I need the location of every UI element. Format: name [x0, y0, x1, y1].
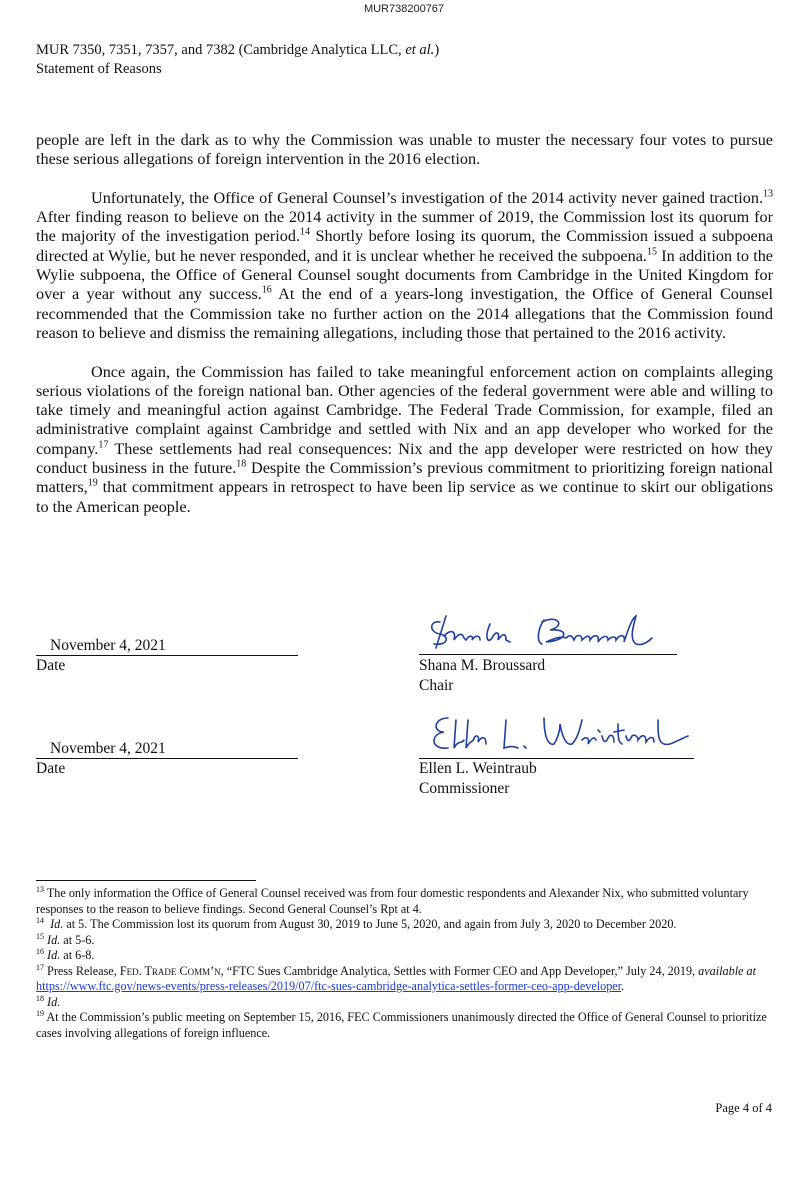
- header-case-text: MUR 7350, 7351, 7357, and 7382 (Cambridge Analytica LLC,: [36, 42, 406, 58]
- footnote-available-at: available at: [698, 963, 757, 978]
- footnote-17: [36, 964, 776, 995]
- footnote-number: 17: [36, 962, 44, 972]
- footnote-16: [36, 948, 776, 964]
- footnote-ref-15[interactable]: 15: [646, 246, 657, 258]
- header-case-suffix: ): [434, 42, 440, 58]
- footnote-text: At the Commission’s public meeting on September 15, 2016, FEC Commissioners unanimously directed the Office of General Counsel to prioritize cases involving allegations of foreign influence.: [36, 1010, 767, 1040]
- document-id: MUR738200767: [363, 3, 445, 15]
- footnote-number: 13: [36, 884, 44, 894]
- footnote-id: Id.: [47, 932, 61, 947]
- footnote-ref-17[interactable]: 17: [98, 439, 109, 451]
- paragraph-text: After finding reason to believe on the 2014 activity in the summer of 2019, the Commission lost its quorum for the majority of the investigation period.: [36, 208, 773, 246]
- footnote-18: [36, 995, 776, 1011]
- footnote-ref-16[interactable]: 16: [261, 284, 272, 296]
- document-body: [36, 131, 773, 536]
- footnote-id: Id.: [47, 948, 61, 962]
- footnote-ref-18[interactable]: 18: [236, 458, 247, 470]
- footnote-ref-19[interactable]: 19: [87, 477, 98, 489]
- paragraph-text: Despite the Commission’s previous commitment to prioritizing foreign national matters,: [36, 459, 773, 497]
- footnotes: [36, 886, 776, 1041]
- signer-name: Ellen L. Weintraub: [419, 760, 537, 777]
- signature-image-broussard: [426, 610, 666, 654]
- footnote-number: 15: [36, 931, 44, 941]
- paragraph-text: In addition to the Wylie subpoena, the Office of General Counsel sought documents from Cambridge in the United Kingdom for over a year without any success.: [36, 246, 773, 304]
- footnote-number: 14: [36, 915, 44, 925]
- paragraph-text: that commitment appears in retrospect to have been lip service as we continue to skirt our obligations to the American people.: [36, 478, 773, 516]
- footnote-text: , “FTC Sues Cambridge Analytica, Settles with Former CEO and App Developer,” July 24, 2019,: [220, 963, 699, 978]
- footnote-text: at 5. The Commission lost its quorum from August 30, 2019 to June 5, 2020, and again from July 3, 2020 to December 2020.: [63, 917, 677, 931]
- paragraph-text: Shortly before losing its quorum, the Commission issued a subpoena directed at Wylie, but he never responded, and it is unclear whether he received the subpoena.: [36, 227, 773, 265]
- header-case-italic: et al.: [405, 42, 435, 58]
- footnote-id: Id.: [47, 994, 61, 1009]
- signer-title: Commissioner: [419, 780, 510, 797]
- paragraph-text: Once again, the Commission has failed to take meaningful enforcement action on complaints alleging serious violations of the foreign national ban. Other agencies of the federal government were able and willing to take timely and meaningful action against Cambridge. The Federal Trade Commission, for example, filed an administrative complaint against Cambridge and settled with Nix and an app developer who worked for the company.: [36, 362, 773, 458]
- footnote-text: at 6-8.: [60, 948, 95, 962]
- date-value: November 4, 2021: [36, 740, 298, 759]
- footnote-13: [36, 886, 776, 917]
- signature-line: [419, 758, 694, 759]
- paragraph-investigation: [36, 189, 773, 343]
- footnote-19: [36, 1010, 776, 1041]
- ftc-press-release-link[interactable]: https://www.ftc.gov/news-events/press-releases/2019/07/ftc-sues-cambridge-analytica-settles-former-ceo-app-developer: [36, 979, 622, 993]
- paragraph-text: Unfortunately, the Office of General Counsel’s investigation of the 2014 activity never gained traction.: [91, 188, 763, 207]
- footnote-14: [36, 917, 776, 933]
- footnote-text: at 5-6.: [60, 932, 95, 947]
- signer-title: Chair: [419, 677, 454, 694]
- footnote-divider: [36, 880, 256, 881]
- page-number: Page 4 of 4: [715, 1101, 772, 1115]
- date-label: Date: [36, 760, 66, 777]
- paragraph-text: These settlements had real consequences: Nix and the app developer were restricted on how they conduct business in the future.: [36, 439, 773, 478]
- footnote-number: 19: [36, 1008, 44, 1018]
- footnote-ref-14[interactable]: 14: [300, 227, 311, 239]
- footnote-15: [36, 933, 776, 949]
- footnote-text: The only information the Office of General Counsel received was from four domestic respondents and Alexander Nix, who submitted voluntary responses to the reason to believe findings. Second General Counsel’s Rpt at 4.: [36, 886, 749, 916]
- paragraph-conclusion: [36, 363, 773, 517]
- header-case-line: [36, 41, 439, 60]
- paragraph-text: At the end of a years-long investigation, the Office of General Counsel recommended that the Commission take no further action on the 2014 allegations that the Commission found reason to believe and dismiss the remaining allegations, including those that pertained to the 2016 activity.: [36, 285, 774, 342]
- signature-image-weintraub: [426, 710, 696, 758]
- signature-line: [419, 654, 677, 655]
- footnote-text: Press Release,: [44, 963, 120, 978]
- date-label: Date: [36, 657, 66, 674]
- document-header: [36, 41, 439, 79]
- footnote-agency: Fed. Trade Comm’n: [119, 963, 221, 978]
- footnote-number: 16: [36, 946, 44, 956]
- footnote-number: 18: [36, 993, 44, 1003]
- footnote-text: .: [621, 979, 625, 993]
- paragraph-continuation: people are left in the dark as to why the Commission was unable to muster the necessary four votes to pursue these serious allegations of foreign intervention in the 2016 election.: [36, 131, 773, 169]
- footnote-id: Id.: [50, 917, 64, 931]
- footnote-ref-13[interactable]: 13: [763, 188, 773, 200]
- signer-name: Shana M. Broussard: [419, 657, 546, 674]
- date-value: November 4, 2021: [36, 637, 298, 656]
- header-subtitle: Statement of Reasons: [36, 61, 162, 77]
